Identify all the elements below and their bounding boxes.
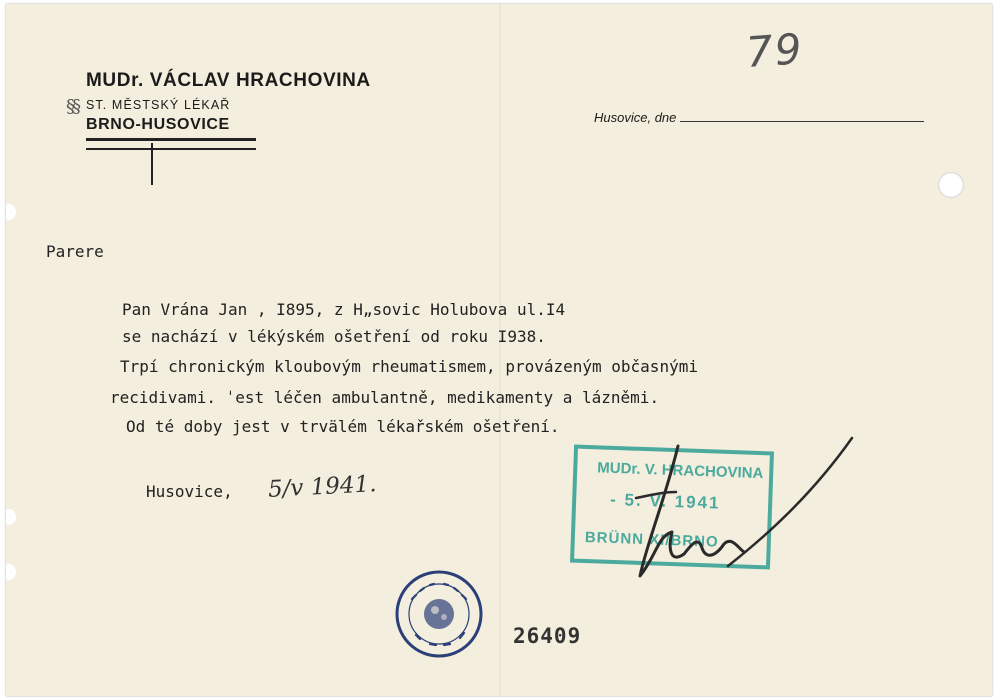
stamp-date: - 5. V. 1941 [609,489,721,513]
edge-tear [6,509,16,525]
paper-fold [499,4,501,696]
letterhead-rule [86,148,256,150]
date-line-label: Husovice, dne [594,110,677,125]
handwritten-date: 5/v 1941. [267,471,378,503]
stamp-city: BRÜNN XI/BRNO [584,528,719,551]
punch-hole [938,172,964,198]
edge-tear [6,204,16,220]
edge-tear [6,564,16,580]
body-line-3: Trpí chronickým kloubovým rheumatismem, provázeným občasnými [120,357,698,376]
document-page [6,4,992,696]
letterhead-rule [86,138,256,141]
body-line-5: Od té doby jest v trvälém lékařském ošetření. [126,417,560,436]
letterhead-name: MUDr. VÁCLAV HRACHOVINA [86,70,371,91]
date-line-blank [680,121,924,122]
body-line-4: recidivami. ˈest léčen ambulantně, medikamenty a lázněmi. [110,388,660,407]
body-line-1: Pan Vrána Jan , I895, z H„sovic Holubova ul.I4 [122,300,566,319]
date-line [594,110,924,125]
letterhead-title: ST. MĚSTSKÝ LÉKAŘ [86,98,231,112]
round-archive-seal-icon [394,569,484,659]
letterhead-city: BRNO-HUSOVICE [86,116,230,133]
heading: Parere [46,242,104,261]
handwritten-signature-icon [606,436,856,586]
section-mark: §§ [66,96,78,117]
letterhead-rule-vertical [151,143,153,185]
footer-number: 26409 [513,624,582,648]
body-line-2: se nachází v lékýském ošetření od roku I938. [122,327,546,346]
stamp-name: MUDr. V. HRACHOVINA [597,459,764,483]
archive-number: 79 [744,24,806,77]
place-typed: Husovice, [146,482,233,501]
